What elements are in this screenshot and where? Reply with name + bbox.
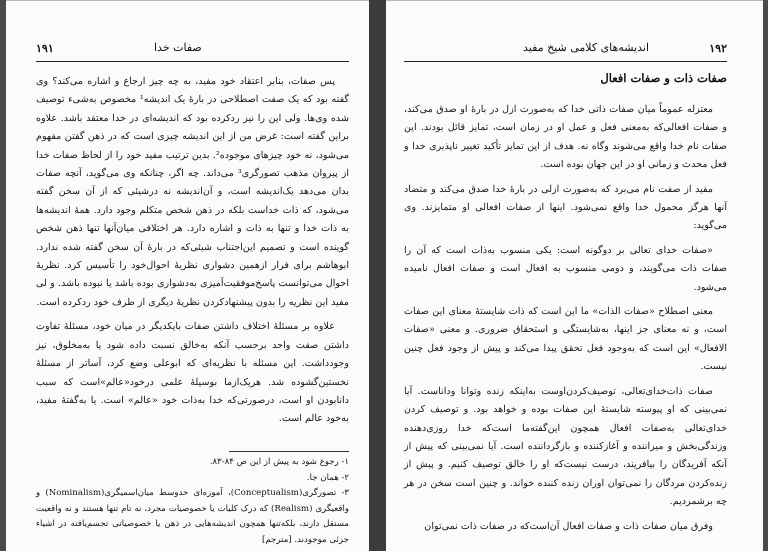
- right-page-header: [404, 37, 727, 62]
- left-paragraph-2: علاوه بر مسئله‌ٔ اختلاف داشتن صفات بایکدیگر در میان خود، مسئله‌ٔ تفاوت داشتن صفت واحد برحسب آنکه به‌خالق نسبت داده شود یا به‌مخلوق، نیز وجودداشت. این مسئله با نظریه‌ای که ابوعلی وضع کرد، آساتر از مسئله‌ٔ نخستین‌گشوده شد. هریک‌ازما بوسیله‌ٔ علمی درخود«عالم»است که سبب دانابودن او است، درصورتی‌که خدا به‌ذات خود «عالم» است. یا به‌گفته‌ٔ مفید، به‌خود عالم است.: [36, 321, 349, 425]
- right-quote-2: معنی اصطلاح «صفات الذات» ما این است که ذات شایسته‌ٔ معنای این صفات است، و نه معنای جز اینها، به‌شایستگی و استحقاق ضروری. و معنی «صفات الافعال» این است که به‌وجود فعل تحقق پیدا می‌کند و پیش از وجود فعل چنین نیست.: [404, 306, 727, 373]
- right-paragraph-2: مفید از صفت نام می‌برد که به‌صورت ازلی در باره‌ٔ خدا صدق می‌کند و متضاد آنها هرگز محمول خدا واقع نمی‌شود. اینها از صفات افعالی او متمایزند. وی می‌گوید:: [404, 183, 727, 232]
- right-page: [386, 0, 763, 551]
- left-page-number: ۱۹۱: [36, 42, 54, 55]
- left-running-title: صفات خدا: [154, 41, 202, 54]
- book-gutter: [369, 0, 386, 551]
- left-paragraph-1: پس صفات، بنابر اعتقاد خود مفید، به چه چیز ارجاع و اشاره می‌کند؟ وی گفته بود که یک صفت اصطلاحی در باره‌ٔ یک اندیشه¹ مخصوص به‌شیء توصیف شده وی‌ها. ولی این را نیز ردکرده بود که اندیشه‌ای در خدا معتقد باشد. علاوه براین گفته است: غرض من از این اندیشه چیزی است که در ذهن گفتن مفهوم می‌شود، نه خود چیزهای موجوده². بدین ترتیب مفید خود را از لحاظ صفات خدا از پیروان مذهب تصورگری³ می‌داند. چه اگر، چنانکه وی می‌گوید، آنچه صفات بدان می‌دهد یک‌اندیشه است، و آن‌اندیشه نه درشیئی که از آن سخن گفته می‌شود، که ذات خداست بلکه در ذهن شخص متکلم وجود دارد. همهٔ اندیشه‌ها به ذات خدا و تنها به ذات و اشاره دارد. هر اختلافی میان‌آنها تنها ذهن شخص گوینده است و تصمیم این‌اجتناب شیئی‌که در باره‌ٔ آن سخن گفته شده ندارد. ابوهاشم برای فرار ازهمین دشواری نظریه‌ٔ احوال‌خود را تأسیس کرد. نظریه‌ٔ احوال می‌توانست پاسخ‌موفقیت‌آمیزی به‌دشواری بوده باشد یا نبوده باشد. و لی مفید این نظریه را بدون پیشنهادکردن نظریه‌ٔ دیگری از طرف خود ردکرده است.: [36, 76, 349, 308]
- left-page: [6, 0, 369, 551]
- right-paragraph-1: معتزله عموماً میان صفات ذاتی خدا که به‌صورت ازل در باره‌ٔ او صدق می‌کند، و صفات افعالی‌که به‌معنی فعل و عمل او در زمان است، تمایز قائل بودند. این صفات نام خدا واقع می‌شوند وگاه نه. هدف از این تمایز تأکید تغییر ناپذیری خدا و فعل محدث و زمانی او در این جهان بوده است.: [404, 104, 727, 171]
- section-heading: صفات ذات و صفات افعال: [600, 71, 727, 85]
- left-page-body: [36, 73, 349, 429]
- right-quote-1: «صفات خدای تعالی بر دوگونه است: یکی منسوب به‌ذات است که آن را صفات ذات می‌گویند، و دومی منسوب به افعال است و صفات افعال نامیده می‌شود.: [404, 244, 727, 293]
- left-page-header: [36, 37, 349, 62]
- footnote-1: ۱- رجوع شود به پیش از این ص ۸۴-۸۳.: [209, 457, 349, 467]
- right-paragraph-last: وفرق میان صفات ذات و صفات افعال آن‌است‌که در صفات ذات نمی‌توان: [424, 520, 713, 532]
- right-running-title: اندیشه‌های کلامی شیخ مفید: [523, 41, 649, 54]
- footnote-2: ۲- همان جا.: [306, 472, 349, 483]
- right-page-number: ۱۹۲: [709, 42, 727, 55]
- footnote-divider: [229, 451, 349, 452]
- footnote-3: ۳- تصورگری(Conceptualism)، آموزه‌ای حدوسط میان‌اسمیگری(Nominalism) و واقعیگری (Realism) که درک کلیات یا خصوصیات مجرد، نه تام تنها هستند و نه واقعیت مستقل دارند، بلکه‌تنها همچون اندیشه‌هایی در ذهن یا خصوصیاتی تجسم‌یافته در اشیاء جزئی موجودند. [مترجم]: [36, 488, 349, 545]
- right-page-body: [404, 101, 727, 536]
- right-quote-3: صفات ذات‌خدای‌تعالی، توصیف‌کردن‌اوست به‌اینکه زنده وتوانا وداناست. آیا نمی‌بینی که او پیوسته شایسته‌ٔ این صفات بوده و خواهد بود. و توصیف کردن خدای‌تعالی به‌صفات افعال همچون این‌گفته‌ما است‌که خدا روزی‌دهنده وزندگی‌بخش و میراننده و آغازکننده و بازگرداننده است. آیا نمی‌بینی که پیش از آنکه آفریدگان را بیافریند، درست نیست‌که او را خالق توصیف کنیم. و پیش از زنده‌کردن مردگان را نمی‌توان اوران زنده کننده خواند. و چنین است سخن در هر چه برشمردیم.: [404, 385, 727, 508]
- left-footnotes: [36, 455, 349, 548]
